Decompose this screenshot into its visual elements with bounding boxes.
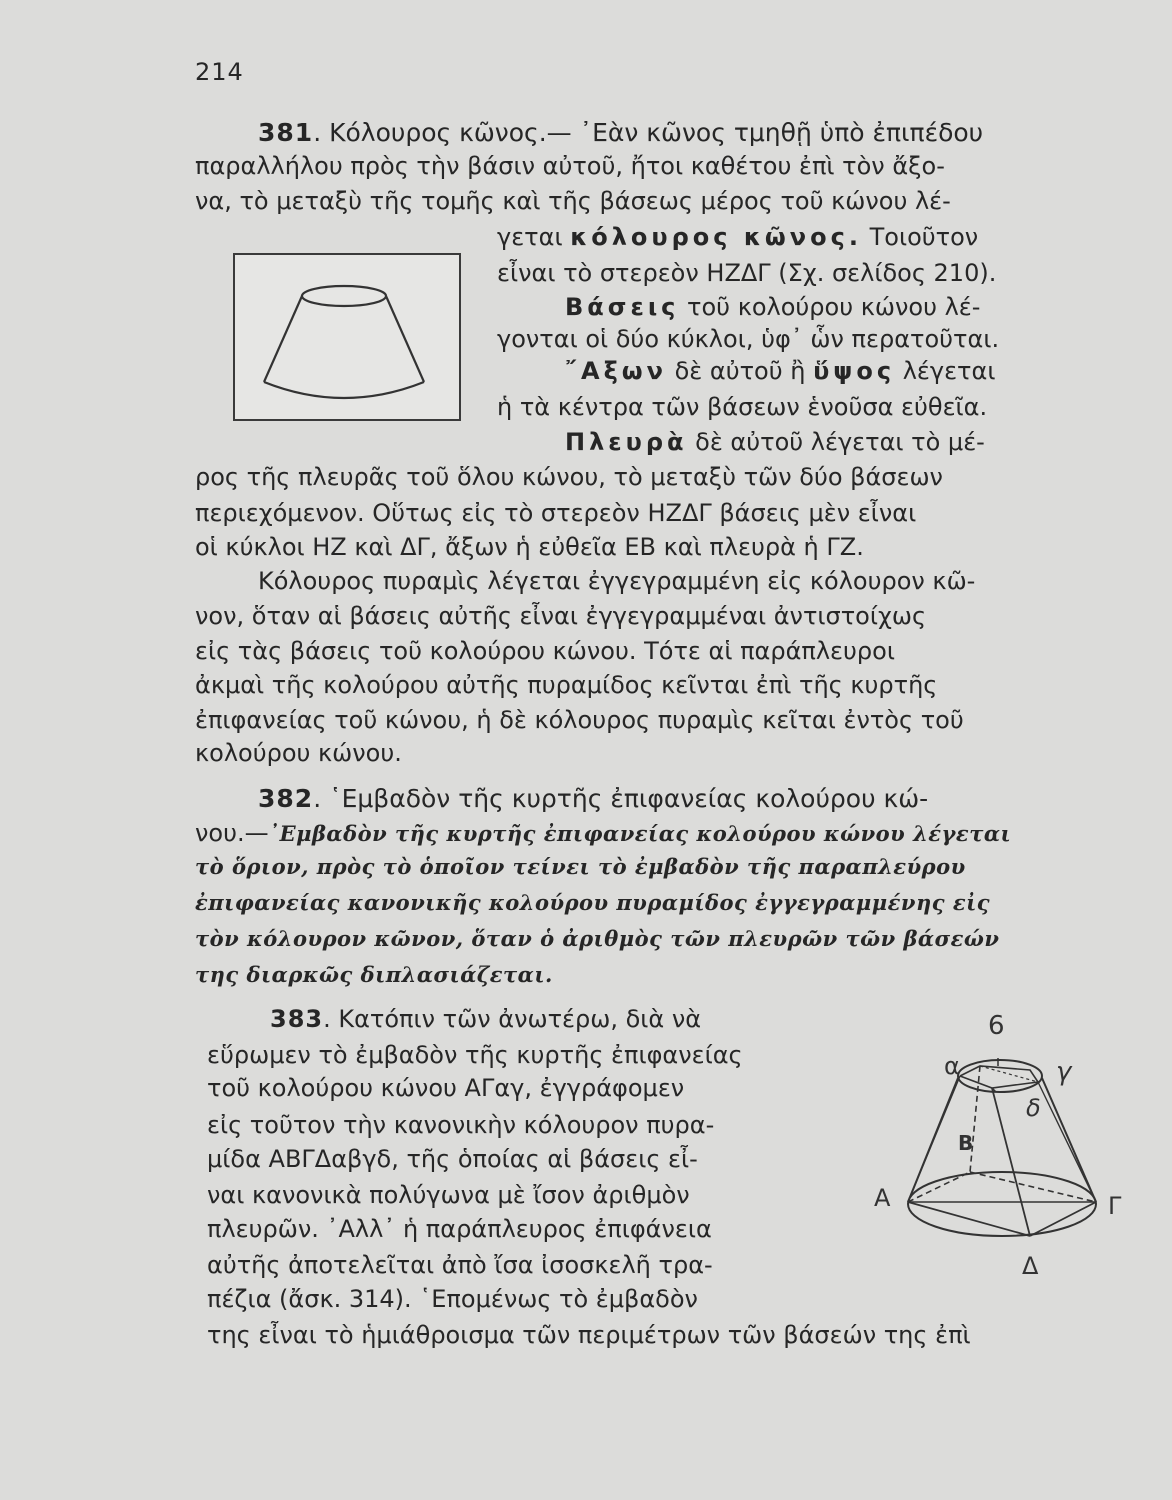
sec381-line-13: οἱ κύκλοι ΗΖ καὶ ΔΓ, ἄξων ἡ εὐθεῖα ΕΒ καὶ πλευρὰ ἡ ΓΖ. [195,533,864,561]
label-d: δ [1026,1094,1041,1122]
sec383-number: 383 [270,1005,324,1033]
para2-line-5: ἐπιφανείας τοῦ κώνου, ἡ δὲ κόλουρος πυραμὶς κεῖται ἐντὸς τοῦ [195,706,964,734]
sec382-line-6: της διαρκῶς διπλασιάζεται. [195,962,553,987]
sec382-number: 382 [258,784,314,813]
sec381-number: 381 [258,118,314,147]
sec381-title: . Κόλουρος κῶνος.— [313,118,580,147]
sec381-line-11: ρος τῆς πλευρᾶς τοῦ ὅλου κώνου, τὸ μεταξὺ τῶν δύο βάσεων [195,463,943,491]
para2-line-2: νον, ὅταν αἱ βάσεις αὐτῆς εἶναι ἐγγεγραμμέναι ἀντιστοίχως [195,602,927,630]
term-bases: Βάσεις [565,293,680,321]
label-B: Β [958,1131,974,1155]
label-a: α [944,1052,960,1080]
sec381-line-8: ῎Αξων δὲ αὐτοῦ ἢ ὕψος λέγεται [565,357,996,385]
sec381-line-12: περιεχόμενον. Οὕτως εἰς τὸ στερεὸν ΗΖΔΓ βάσεις μὲν εἶναι [195,499,917,527]
sec381-line-2: παραλλήλου πρὸς τὴν βάσιν αὐτοῦ, ἤτοι καθέτου ἐπὶ τὸν ἄξο- [195,152,945,180]
para2-line-6: κολούρου κώνου. [195,739,402,767]
sec382-definition-start: ᾿Εμβαδὸν τῆς κυρτῆς ἐπιφανείας κολούρου κώνου λέγεται [268,821,1012,846]
term-axis: ῎Αξων [565,357,667,385]
sec381-line-1: 381. Κόλουρος κῶνος.— ᾿Εὰν κῶνος τμηθῇ ὑπὸ ἐπιπέδου [258,118,984,147]
para2-line-3: εἰς τὰς βάσεις τοῦ κολούρου κώνου. Τότε αἱ παράπλευροι [195,637,895,665]
para2-line-1: Κόλουρος πυραμὶς λέγεται ἐγγεγραμμένη εἰς κόλουρον κῶ- [258,567,976,595]
sec383-line-5: μίδα ΑΒΓΔαβγδ, τῆς ὁποίας αἱ βάσεις εἶ- [207,1145,698,1173]
term-side: Πλευρὰ [565,428,688,456]
sec383-line-10: της εἶναι τὸ ἡμιάθροισμα τῶν περιμέτρων τῶν βάσεών της ἐπὶ [207,1321,971,1349]
sec383-line-9: πέζια (ἄσκ. 314). ῾Επομένως τὸ ἐμβαδὸν [207,1285,698,1313]
term-height: ὕψος [813,357,896,385]
sec381-line-3: να, τὸ μεταξὺ τῆς τομῆς καὶ τῆς βάσεως μέρος τοῦ κώνου λέ- [195,187,951,215]
label-A: Α [874,1184,891,1212]
figure-inscribed-pyramid [860,1000,1150,1300]
sec383-line-6: ναι κανονικὰ πολύγωνα μὲ ἴσον ἀριθμὸν [207,1181,690,1209]
sec383-line-8: αὐτῆς ἀποτελεῖται ἀπὸ ἴσα ἰσοσκελῆ τρα- [207,1251,713,1279]
sec382-title: . ῾Εμβαδὸν τῆς κυρτῆς ἐπιφανείας κολούρου κώ- [313,784,929,813]
label-G: Γ [1108,1192,1122,1220]
sec382-line-3: τὸ ὅριον, πρὸς τὸ ὁποῖον τείνει τὸ ἐμβαδὸν τῆς παραπλεύρου [195,854,966,879]
sec382-line-5: τὸν κόλουρον κῶνον, ὅταν ὁ ἀριθμὸς τῶν πλευρῶν τῶν βάσεών [195,926,1000,951]
para2-line-4: ἀκμαὶ τῆς κολούρου αὐτῆς πυραμίδος κεῖνται ἐπὶ τῆς κυρτῆς [195,671,938,699]
sec381-line-9: ἡ τὰ κέντρα τῶν βάσεων ἑνοῦσα εὐθεῖα. [497,393,988,421]
sec382-line-1 [258,784,928,814]
label-b: 6 [988,1011,1005,1041]
page-number: 214 [195,58,244,86]
sec382-line-2: νου.—᾿Εμβαδὸν τῆς κυρτῆς ἐπιφανείας κολούρου κώνου λέγεται [195,819,1012,847]
label-g: γ [1056,1057,1072,1087]
sec383-line-1: 383. Κατόπιν τῶν ἀνωτέρω, διὰ νὰ [270,1005,702,1033]
sec381-line-4: γεται κόλουρος κῶνος. Τοιοῦτον [497,223,979,251]
label-D: Δ [1022,1252,1039,1280]
sec383-line-3: τοῦ κολούρου κώνου ΑΓαγ, ἐγγράφομεν [207,1074,685,1102]
sec382-line-4: ἐπιφανείας κανονικῆς κολούρου πυραμίδος ἐγγεγραμμένης εἰς [195,890,991,915]
term-truncated-cone: κόλουρος κῶνος. [570,223,862,251]
sec383-line-2: εὕρωμεν τὸ ἐμβαδὸν τῆς κυρτῆς ἐπιφανείας [207,1041,743,1069]
sec381-line-5: εἶναι τὸ στερεὸν ΗΖΔΓ (Σχ. σελίδος 210). [497,259,997,287]
sec383-line-7: πλευρῶν. ᾿Αλλ᾿ ἡ παράπλευρος ἐπιφάνεια [207,1215,712,1243]
figure-truncated-cone [232,252,464,424]
sec381-line-7: γονται οἱ δύο κύκλοι, ὑφ᾿ ὧν περατοῦται. [497,325,1000,353]
sec381-line-10: Πλευρὰ δὲ αὐτοῦ λέγεται τὸ μέ- [565,428,985,456]
sec383-line-4: εἰς τοῦτον τὴν κανονικὴν κόλουρον πυρα- [207,1111,715,1139]
sec381-line-6: Βάσεις τοῦ κολούρου κώνου λέ- [565,293,981,321]
